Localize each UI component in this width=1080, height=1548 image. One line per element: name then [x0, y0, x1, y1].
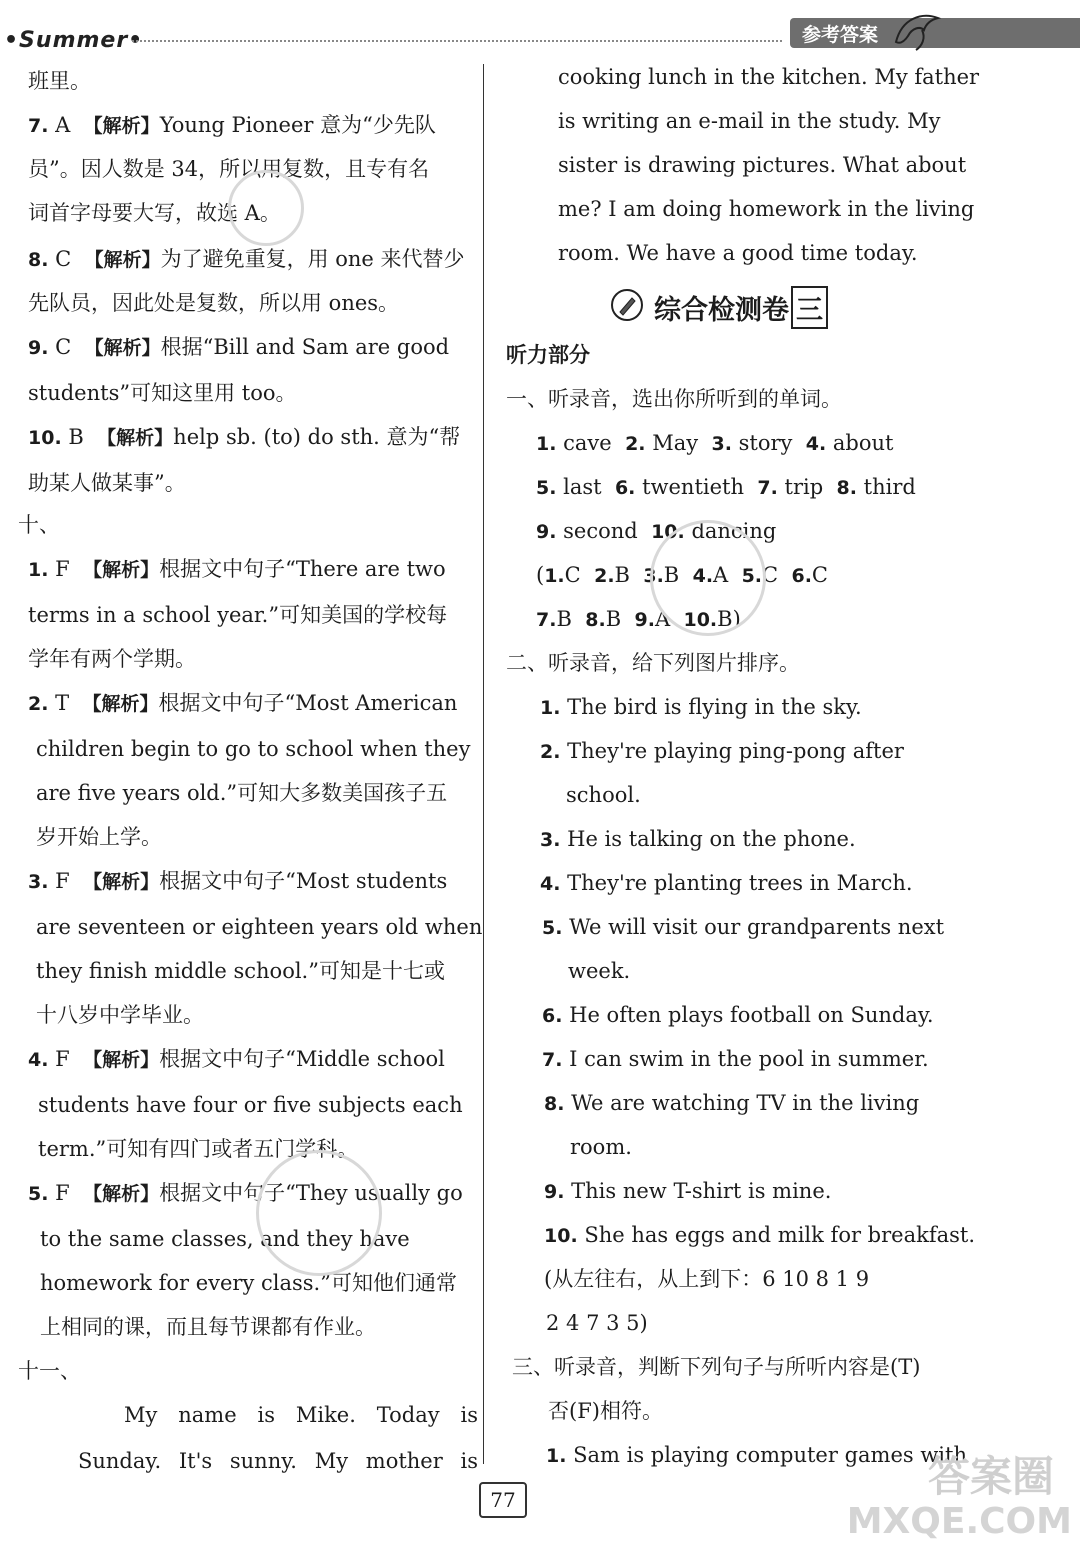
- sentence-continuation: room.: [570, 1135, 632, 1159]
- sentence-item: 3. He is talking on the phone.: [540, 827, 856, 851]
- analysis-tag: 【解析】: [84, 249, 161, 271]
- header-dotted-rule: [132, 40, 782, 42]
- reading-item-1: [28, 554, 480, 585]
- sentence-item: 7. I can swim in the pool in summer.: [542, 1047, 929, 1071]
- analysis-tag: 【解析】: [83, 1049, 160, 1071]
- reading-item-3: [28, 866, 480, 897]
- analysis-tag: 【解析】: [83, 871, 160, 893]
- word-row: 5. last 6. twentieth 7. trip 8. third: [536, 475, 916, 499]
- item-number: 9.: [28, 337, 49, 359]
- watermark-stamp: [650, 520, 766, 636]
- watermark-stamp: [228, 170, 304, 246]
- answer-letter: F: [55, 557, 70, 581]
- page-number: 77: [479, 1482, 527, 1518]
- answer-key-row: (1.C 2.B 3.B 4.A 5.C 6.C: [536, 563, 828, 587]
- answer-item-8: [28, 244, 480, 275]
- sentence-item: 8. We are watching TV in the living: [544, 1091, 920, 1115]
- analysis-tag: 【解析】: [83, 1183, 160, 1205]
- passage-line: me? I am doing homework in the living: [558, 197, 975, 221]
- item-number: 5.: [28, 1183, 49, 1205]
- header-tab-label: 参考答案: [802, 24, 879, 46]
- answer-letter: F: [55, 869, 70, 893]
- analysis-text: Young Pioneer 意为“少先队: [159, 113, 436, 137]
- answer-key-row: 7.B 8.B 9.A 10.B): [536, 607, 741, 631]
- section-heading-10: 十、: [18, 513, 60, 537]
- answer-letter: C: [55, 335, 72, 359]
- answer-letter: F: [55, 1047, 70, 1071]
- sentence-continuation: school.: [566, 783, 641, 807]
- text-line: are five years old.”可知大多数美国孩子五: [36, 781, 448, 805]
- passage-line: is writing an e-mail in the study. My: [558, 109, 941, 133]
- part-2-instruction: 二、听录音，给下列图片排序。: [506, 651, 800, 675]
- part-3-instruction: 三、听录音，判断下列句子与所听内容是(T): [512, 1355, 921, 1379]
- word-row: 1. cave 2. May 3. story 4. about: [536, 431, 894, 455]
- analysis-text: 根据“Bill and Sam are good: [160, 335, 450, 359]
- item-number: 2.: [28, 693, 49, 715]
- answer-letter: F: [55, 1181, 70, 1205]
- text-line: are seventeen or eighteen years old when: [36, 915, 483, 939]
- column-divider: [483, 64, 484, 1464]
- sentence-item: 4. They're planting trees in March.: [540, 871, 913, 895]
- sentence-item: 9. This new T-shirt is mine.: [544, 1179, 832, 1203]
- item-number: 7.: [28, 115, 49, 137]
- analysis-tag: 【解析】: [82, 693, 159, 715]
- sentence-item: 2. They're playing ping-pong after: [540, 739, 904, 763]
- listening-heading: 听力部分: [506, 343, 590, 367]
- analysis-tag: 【解析】: [83, 559, 160, 581]
- text-line: homework for every class.”可知他们通常: [40, 1271, 457, 1295]
- text-line: term.”可知有四门或者五门学科。: [38, 1137, 359, 1161]
- sentence-item: 5. We will visit our grandparents next: [542, 915, 945, 939]
- item-number: 1.: [28, 559, 49, 581]
- part-1-instruction: 一、听录音，选出你所听到的单词。: [506, 387, 842, 411]
- sentence-item: 1. The bird is flying in the sky.: [540, 695, 862, 719]
- pen-circle-icon: [610, 288, 644, 322]
- part-3-instruction-cont: 否(F)相符。: [548, 1399, 663, 1423]
- item-number: 8.: [28, 249, 49, 271]
- text-line: 岁开始上学。: [36, 825, 162, 849]
- answer-letter: T: [55, 691, 70, 715]
- text-line: 上相同的课，而且每节课都有作业。: [40, 1315, 376, 1339]
- order-answer: (从左往右，从上到下：6 10 8 1 9: [544, 1267, 870, 1291]
- order-answer: 2 4 7 3 5): [546, 1311, 648, 1335]
- text-line: 学年有两个学期。: [28, 647, 196, 671]
- text-line: terms in a school year.”可知美国的学校每: [28, 603, 448, 627]
- analysis-tag: 【解析】: [84, 337, 161, 359]
- passage-line: sister is drawing pictures. What about: [558, 153, 967, 177]
- text-line: they finish middle school.”可知是十七或: [36, 959, 445, 983]
- passage-line: My name is Mike. Today is: [124, 1403, 478, 1427]
- text-line: 班里。: [28, 69, 91, 93]
- answer-letter: B: [68, 425, 84, 449]
- sentence-item: 1. Sam is playing computer games with: [546, 1443, 967, 1467]
- dolphin-icon: [892, 8, 944, 52]
- section-heading-11: 十一、: [18, 1359, 81, 1383]
- item-number: 4.: [28, 1049, 49, 1071]
- text-line: 十八岁中学毕业。: [36, 1003, 204, 1027]
- passage-line: Sunday. It's sunny. My mother is: [78, 1449, 478, 1473]
- watermark-text: MXQE.COM: [846, 1501, 1072, 1542]
- section-number: 三: [791, 286, 828, 329]
- watermark-logo: 答案圈: [927, 1452, 1054, 1501]
- reading-item-2: [28, 688, 480, 719]
- passage-line: cooking lunch in the kitchen. My father: [558, 65, 980, 89]
- text-line: to the same classes, and they have: [40, 1227, 410, 1251]
- analysis-text: 根据文中句子“Most American: [158, 691, 458, 715]
- text-line: 词首字母要大写，故选 A。: [28, 201, 281, 225]
- passage-line: room. We have a good time today.: [558, 241, 918, 265]
- text-line: 员”。因人数是 34，所以用复数，且专有名: [28, 157, 430, 181]
- reading-item-4: [28, 1044, 480, 1075]
- answer-letter: A: [55, 113, 71, 137]
- answer-item-9: [28, 332, 480, 363]
- sentence-item: 6. He often plays football on Sunday.: [542, 1003, 934, 1027]
- text-line: students have four or five subjects each: [38, 1093, 463, 1117]
- reading-item-5: [28, 1178, 480, 1209]
- analysis-text: 根据文中句子“They usually go: [159, 1181, 463, 1205]
- text-line: 先队员，因此处是复数，所以用 ones。: [28, 291, 400, 315]
- analysis-text: help sb. (to) do sth. 意为“帮: [173, 425, 461, 449]
- sentence-continuation: week.: [568, 959, 631, 983]
- word-row: 9. second 10. dancing: [536, 519, 777, 543]
- text-line: students”可知这里用 too。: [28, 381, 297, 405]
- analysis-text: 根据文中句子“Middle school: [159, 1047, 445, 1071]
- analysis-tag: 【解析】: [83, 115, 160, 137]
- text-line: children begin to go to school when they: [36, 737, 471, 761]
- watermark-stamp: [256, 1150, 382, 1276]
- text-line: 助某人做某事”。: [28, 471, 186, 495]
- header-brand: •Summer•: [4, 28, 144, 53]
- answer-item-10: [28, 422, 480, 453]
- analysis-tag: 【解析】: [97, 427, 174, 449]
- answer-letter: C: [55, 247, 72, 271]
- sentence-item: 10. She has eggs and milk for breakfast.: [544, 1223, 976, 1247]
- section-title-text: 综合检测卷: [654, 295, 789, 326]
- item-number: 3.: [28, 871, 49, 893]
- answer-item-7: [28, 110, 480, 141]
- analysis-text: 为了避免重复，用 one 来代替少: [160, 247, 465, 271]
- item-number: 10.: [28, 427, 62, 449]
- analysis-text: 根据文中句子“There are two: [159, 557, 446, 581]
- analysis-text: 根据文中句子“Most students: [159, 869, 448, 893]
